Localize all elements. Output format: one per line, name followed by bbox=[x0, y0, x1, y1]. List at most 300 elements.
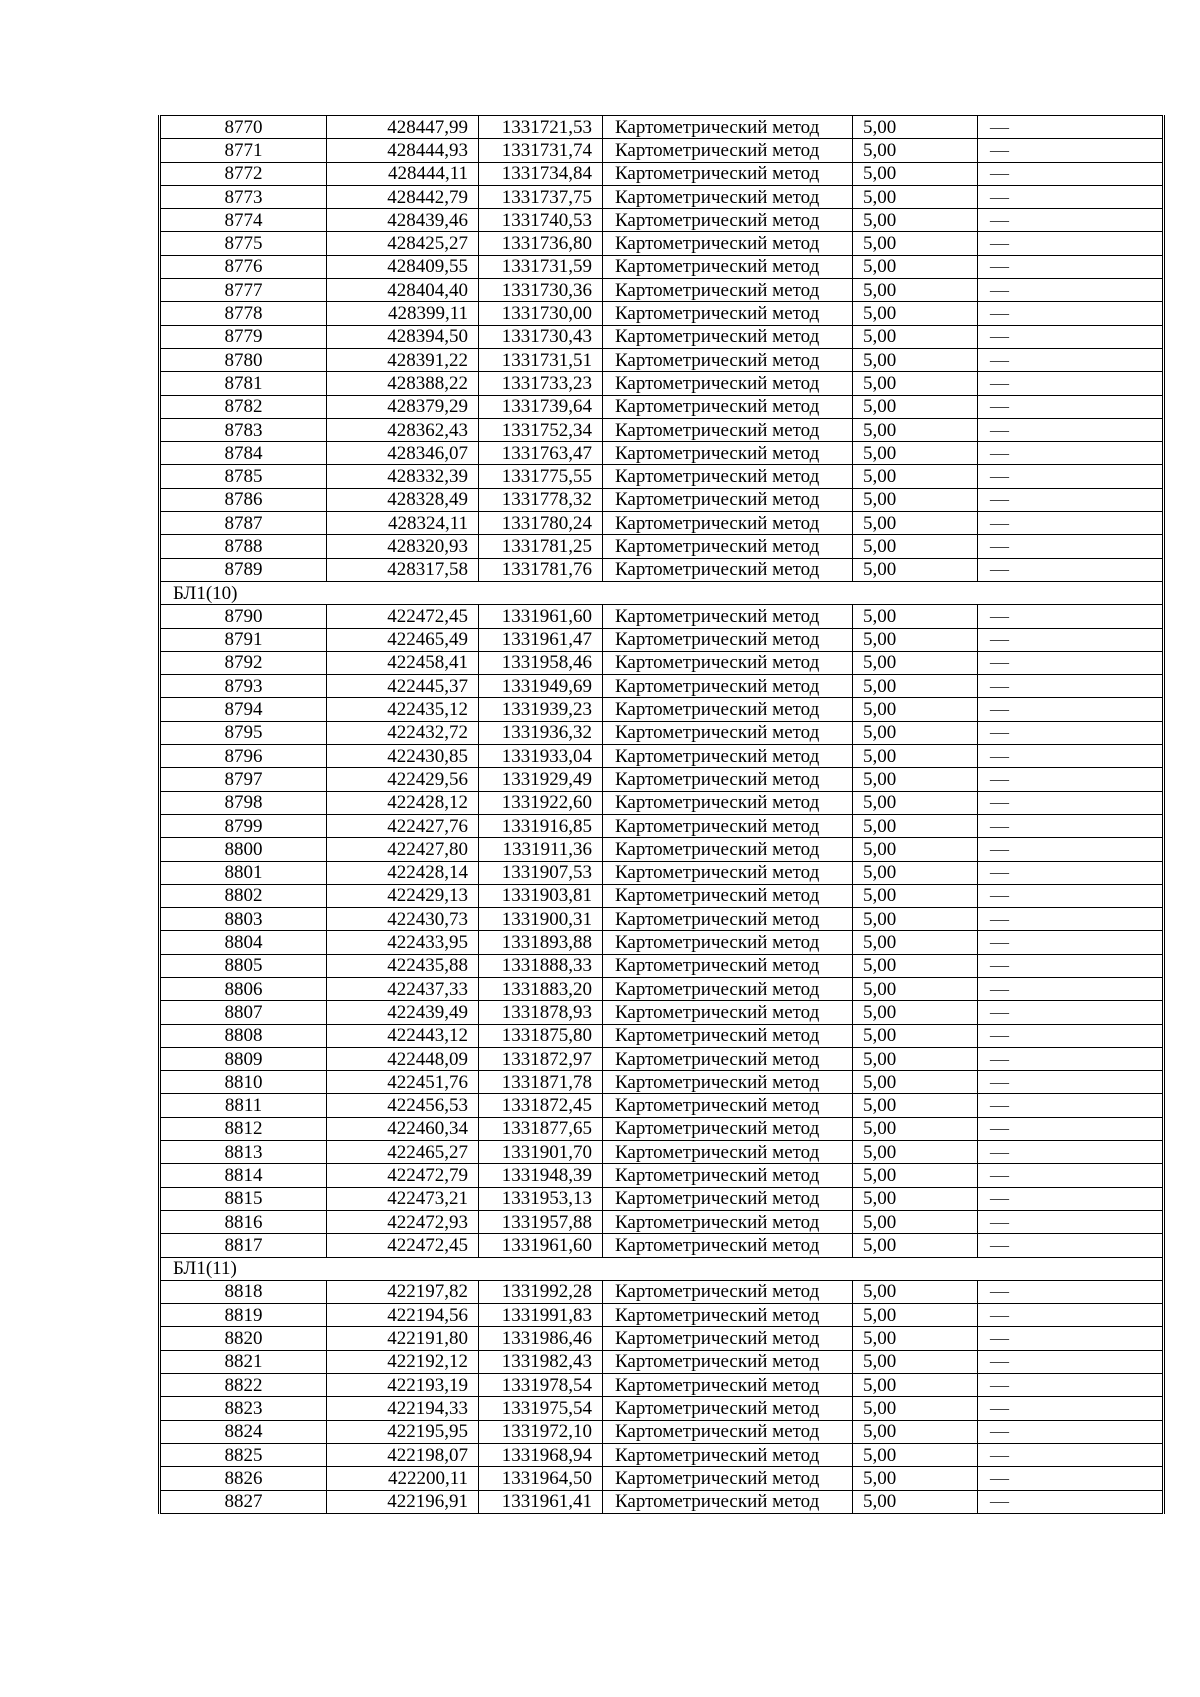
method-cell: Картометрический метод bbox=[603, 908, 853, 931]
point-number-cell: 8807 bbox=[160, 1001, 327, 1024]
accuracy-cell: 5,00 bbox=[853, 255, 978, 278]
point-number-cell: 8789 bbox=[160, 558, 327, 581]
y-coordinate-cell: 1331780,24 bbox=[479, 512, 603, 535]
x-coordinate-cell: 422430,73 bbox=[327, 908, 479, 931]
note-cell: — bbox=[978, 977, 1164, 1000]
accuracy-cell: 5,00 bbox=[853, 558, 978, 581]
method-cell: Картометрический метод bbox=[603, 1280, 853, 1303]
table-row bbox=[160, 465, 1164, 488]
y-coordinate-cell: 1331982,43 bbox=[479, 1350, 603, 1373]
note-cell: — bbox=[978, 651, 1164, 674]
method-cell: Картометрический метод bbox=[603, 1234, 853, 1257]
note-cell: — bbox=[978, 1094, 1164, 1117]
y-coordinate-cell: 1331922,60 bbox=[479, 791, 603, 814]
method-cell: Картометрический метод bbox=[603, 1001, 853, 1024]
x-coordinate-cell: 428388,22 bbox=[327, 372, 479, 395]
note-cell: — bbox=[978, 442, 1164, 465]
y-coordinate-cell: 1331778,32 bbox=[479, 488, 603, 511]
point-number-cell: 8821 bbox=[160, 1350, 327, 1373]
table-row bbox=[160, 1071, 1164, 1094]
method-cell: Картометрический метод bbox=[603, 325, 853, 348]
x-coordinate-cell: 428439,46 bbox=[327, 209, 479, 232]
accuracy-cell: 5,00 bbox=[853, 1350, 978, 1373]
note-cell: — bbox=[978, 139, 1164, 162]
y-coordinate-cell: 1331948,39 bbox=[479, 1164, 603, 1187]
point-number-cell: 8798 bbox=[160, 791, 327, 814]
y-coordinate-cell: 1331900,31 bbox=[479, 908, 603, 931]
x-coordinate-cell: 428332,39 bbox=[327, 465, 479, 488]
point-number-cell: 8784 bbox=[160, 442, 327, 465]
method-cell: Картометрический метод bbox=[603, 1374, 853, 1397]
y-coordinate-cell: 1331929,49 bbox=[479, 768, 603, 791]
method-cell: Картометрический метод bbox=[603, 139, 853, 162]
accuracy-cell: 5,00 bbox=[853, 279, 978, 302]
note-cell: — bbox=[978, 535, 1164, 558]
note-cell: — bbox=[978, 116, 1164, 139]
accuracy-cell: 5,00 bbox=[853, 768, 978, 791]
accuracy-cell: 5,00 bbox=[853, 861, 978, 884]
table-row bbox=[160, 908, 1164, 931]
note-cell: — bbox=[978, 395, 1164, 418]
table-row bbox=[160, 512, 1164, 535]
accuracy-cell: 5,00 bbox=[853, 1443, 978, 1466]
accuracy-cell: 5,00 bbox=[853, 512, 978, 535]
table-row bbox=[160, 1117, 1164, 1140]
note-cell: — bbox=[978, 255, 1164, 278]
point-number-cell: 8822 bbox=[160, 1374, 327, 1397]
accuracy-cell: 5,00 bbox=[853, 651, 978, 674]
accuracy-cell: 5,00 bbox=[853, 1374, 978, 1397]
x-coordinate-cell: 422437,33 bbox=[327, 977, 479, 1000]
point-number-cell: 8823 bbox=[160, 1397, 327, 1420]
x-coordinate-cell: 422472,93 bbox=[327, 1210, 479, 1233]
y-coordinate-cell: 1331878,93 bbox=[479, 1001, 603, 1024]
y-coordinate-cell: 1331781,25 bbox=[479, 535, 603, 558]
table-row bbox=[160, 884, 1164, 907]
method-cell: Картометрический метод bbox=[603, 698, 853, 721]
method-cell: Картометрический метод bbox=[603, 185, 853, 208]
y-coordinate-cell: 1331911,36 bbox=[479, 838, 603, 861]
method-cell: Картометрический метод bbox=[603, 372, 853, 395]
table-row bbox=[160, 1327, 1164, 1350]
point-number-cell: 8788 bbox=[160, 535, 327, 558]
method-cell: Картометрический метод bbox=[603, 651, 853, 674]
table-row bbox=[160, 605, 1164, 628]
table-row bbox=[160, 418, 1164, 441]
y-coordinate-cell: 1331978,54 bbox=[479, 1374, 603, 1397]
y-coordinate-cell: 1331721,53 bbox=[479, 116, 603, 139]
x-coordinate-cell: 422465,49 bbox=[327, 628, 479, 651]
y-coordinate-cell: 1331953,13 bbox=[479, 1187, 603, 1210]
x-coordinate-cell: 422194,33 bbox=[327, 1397, 479, 1420]
point-number-cell: 8786 bbox=[160, 488, 327, 511]
method-cell: Картометрический метод bbox=[603, 465, 853, 488]
method-cell: Картометрический метод bbox=[603, 954, 853, 977]
y-coordinate-cell: 1331964,50 bbox=[479, 1467, 603, 1490]
y-coordinate-cell: 1331781,76 bbox=[479, 558, 603, 581]
table-row bbox=[160, 558, 1164, 581]
x-coordinate-cell: 428409,55 bbox=[327, 255, 479, 278]
point-number-cell: 8771 bbox=[160, 139, 327, 162]
point-number-cell: 8791 bbox=[160, 628, 327, 651]
table-row bbox=[160, 698, 1164, 721]
table-row bbox=[160, 1234, 1164, 1257]
table-row bbox=[160, 1164, 1164, 1187]
accuracy-cell: 5,00 bbox=[853, 395, 978, 418]
x-coordinate-cell: 422192,12 bbox=[327, 1350, 479, 1373]
method-cell: Картометрический метод bbox=[603, 162, 853, 185]
point-number-cell: 8778 bbox=[160, 302, 327, 325]
method-cell: Картометрический метод bbox=[603, 745, 853, 768]
note-cell: — bbox=[978, 1164, 1164, 1187]
table-row bbox=[160, 279, 1164, 302]
x-coordinate-cell: 422191,80 bbox=[327, 1327, 479, 1350]
method-cell: Картометрический метод bbox=[603, 884, 853, 907]
y-coordinate-cell: 1331893,88 bbox=[479, 931, 603, 954]
table-row bbox=[160, 721, 1164, 744]
point-number-cell: 8819 bbox=[160, 1304, 327, 1327]
accuracy-cell: 5,00 bbox=[853, 931, 978, 954]
table-row bbox=[160, 116, 1164, 139]
note-cell: — bbox=[978, 372, 1164, 395]
table-row bbox=[160, 1141, 1164, 1164]
x-coordinate-cell: 428442,79 bbox=[327, 185, 479, 208]
x-coordinate-cell: 422456,53 bbox=[327, 1094, 479, 1117]
point-number-cell: 8796 bbox=[160, 745, 327, 768]
method-cell: Картометрический метод bbox=[603, 791, 853, 814]
point-number-cell: 8818 bbox=[160, 1280, 327, 1303]
point-number-cell: 8780 bbox=[160, 348, 327, 371]
x-coordinate-cell: 428444,93 bbox=[327, 139, 479, 162]
y-coordinate-cell: 1331730,36 bbox=[479, 279, 603, 302]
point-number-cell: 8817 bbox=[160, 1234, 327, 1257]
y-coordinate-cell: 1331775,55 bbox=[479, 465, 603, 488]
x-coordinate-cell: 422433,95 bbox=[327, 931, 479, 954]
note-cell: — bbox=[978, 558, 1164, 581]
accuracy-cell: 5,00 bbox=[853, 116, 978, 139]
method-cell: Картометрический метод bbox=[603, 1141, 853, 1164]
y-coordinate-cell: 1331933,04 bbox=[479, 745, 603, 768]
table-row bbox=[160, 977, 1164, 1000]
table-row bbox=[160, 1374, 1164, 1397]
method-cell: Картометрический метод bbox=[603, 1350, 853, 1373]
note-cell: — bbox=[978, 488, 1164, 511]
note-cell: — bbox=[978, 1397, 1164, 1420]
y-coordinate-cell: 1331883,20 bbox=[479, 977, 603, 1000]
y-coordinate-cell: 1331737,75 bbox=[479, 185, 603, 208]
x-coordinate-cell: 422432,72 bbox=[327, 721, 479, 744]
note-cell: — bbox=[978, 209, 1164, 232]
note-cell: — bbox=[978, 675, 1164, 698]
method-cell: Картометрический метод bbox=[603, 814, 853, 837]
accuracy-cell: 5,00 bbox=[853, 1210, 978, 1233]
accuracy-cell: 5,00 bbox=[853, 605, 978, 628]
table-row bbox=[160, 791, 1164, 814]
table-row bbox=[160, 232, 1164, 255]
accuracy-cell: 5,00 bbox=[853, 209, 978, 232]
accuracy-cell: 5,00 bbox=[853, 1117, 978, 1140]
method-cell: Картометрический метод bbox=[603, 1420, 853, 1443]
accuracy-cell: 5,00 bbox=[853, 1094, 978, 1117]
accuracy-cell: 5,00 bbox=[853, 1187, 978, 1210]
accuracy-cell: 5,00 bbox=[853, 232, 978, 255]
x-coordinate-cell: 422428,12 bbox=[327, 791, 479, 814]
x-coordinate-cell: 422195,95 bbox=[327, 1420, 479, 1443]
table-row bbox=[160, 1443, 1164, 1466]
table-row bbox=[160, 745, 1164, 768]
y-coordinate-cell: 1331916,85 bbox=[479, 814, 603, 837]
note-cell: — bbox=[978, 721, 1164, 744]
method-cell: Картометрический метод bbox=[603, 255, 853, 278]
note-cell: — bbox=[978, 162, 1164, 185]
method-cell: Картометрический метод bbox=[603, 1164, 853, 1187]
x-coordinate-cell: 422430,85 bbox=[327, 745, 479, 768]
method-cell: Картометрический метод bbox=[603, 605, 853, 628]
y-coordinate-cell: 1331949,69 bbox=[479, 675, 603, 698]
y-coordinate-cell: 1331975,54 bbox=[479, 1397, 603, 1420]
point-number-cell: 8772 bbox=[160, 162, 327, 185]
x-coordinate-cell: 422427,76 bbox=[327, 814, 479, 837]
x-coordinate-cell: 428317,58 bbox=[327, 558, 479, 581]
x-coordinate-cell: 428425,27 bbox=[327, 232, 479, 255]
table-row bbox=[160, 675, 1164, 698]
point-number-cell: 8820 bbox=[160, 1327, 327, 1350]
x-coordinate-cell: 422435,88 bbox=[327, 954, 479, 977]
note-cell: — bbox=[978, 698, 1164, 721]
x-coordinate-cell: 428404,40 bbox=[327, 279, 479, 302]
accuracy-cell: 5,00 bbox=[853, 1327, 978, 1350]
point-number-cell: 8810 bbox=[160, 1071, 327, 1094]
table-row bbox=[160, 348, 1164, 371]
accuracy-cell: 5,00 bbox=[853, 1047, 978, 1070]
x-coordinate-cell: 428399,11 bbox=[327, 302, 479, 325]
table-row bbox=[160, 814, 1164, 837]
table-row bbox=[160, 838, 1164, 861]
x-coordinate-cell: 428447,99 bbox=[327, 116, 479, 139]
note-cell: — bbox=[978, 1001, 1164, 1024]
method-cell: Картометрический метод bbox=[603, 1490, 853, 1513]
table-row bbox=[160, 1467, 1164, 1490]
note-cell: — bbox=[978, 1443, 1164, 1466]
method-cell: Картометрический метод bbox=[603, 558, 853, 581]
y-coordinate-cell: 1331733,23 bbox=[479, 372, 603, 395]
accuracy-cell: 5,00 bbox=[853, 465, 978, 488]
point-number-cell: 8799 bbox=[160, 814, 327, 837]
accuracy-cell: 5,00 bbox=[853, 348, 978, 371]
method-cell: Картометрический метод bbox=[603, 977, 853, 1000]
note-cell: — bbox=[978, 861, 1164, 884]
accuracy-cell: 5,00 bbox=[853, 908, 978, 931]
accuracy-cell: 5,00 bbox=[853, 1490, 978, 1513]
note-cell: — bbox=[978, 1467, 1164, 1490]
table-row bbox=[160, 954, 1164, 977]
method-cell: Картометрический метод bbox=[603, 628, 853, 651]
accuracy-cell: 5,00 bbox=[853, 325, 978, 348]
accuracy-cell: 5,00 bbox=[853, 1071, 978, 1094]
note-cell: — bbox=[978, 1117, 1164, 1140]
point-number-cell: 8790 bbox=[160, 605, 327, 628]
note-cell: — bbox=[978, 1420, 1164, 1443]
x-coordinate-cell: 422435,12 bbox=[327, 698, 479, 721]
note-cell: — bbox=[978, 745, 1164, 768]
point-number-cell: 8782 bbox=[160, 395, 327, 418]
group-header-row bbox=[160, 1257, 1164, 1280]
note-cell: — bbox=[978, 768, 1164, 791]
note-cell: — bbox=[978, 814, 1164, 837]
accuracy-cell: 5,00 bbox=[853, 162, 978, 185]
method-cell: Картометрический метод bbox=[603, 209, 853, 232]
note-cell: — bbox=[978, 1187, 1164, 1210]
y-coordinate-cell: 1331871,78 bbox=[479, 1071, 603, 1094]
point-number-cell: 8825 bbox=[160, 1443, 327, 1466]
table-row bbox=[160, 1397, 1164, 1420]
y-coordinate-cell: 1331958,46 bbox=[479, 651, 603, 674]
table-row bbox=[160, 535, 1164, 558]
method-cell: Картометрический метод bbox=[603, 721, 853, 744]
table-row bbox=[160, 1187, 1164, 1210]
table-row bbox=[160, 372, 1164, 395]
x-coordinate-cell: 428362,43 bbox=[327, 418, 479, 441]
note-cell: — bbox=[978, 791, 1164, 814]
y-coordinate-cell: 1331875,80 bbox=[479, 1024, 603, 1047]
table-row bbox=[160, 1420, 1164, 1443]
x-coordinate-cell: 422439,49 bbox=[327, 1001, 479, 1024]
y-coordinate-cell: 1331961,41 bbox=[479, 1490, 603, 1513]
point-number-cell: 8795 bbox=[160, 721, 327, 744]
table-row bbox=[160, 1024, 1164, 1047]
point-number-cell: 8785 bbox=[160, 465, 327, 488]
note-cell: — bbox=[978, 1071, 1164, 1094]
accuracy-cell: 5,00 bbox=[853, 442, 978, 465]
accuracy-cell: 5,00 bbox=[853, 1397, 978, 1420]
table-row bbox=[160, 488, 1164, 511]
note-cell: — bbox=[978, 279, 1164, 302]
accuracy-cell: 5,00 bbox=[853, 628, 978, 651]
y-coordinate-cell: 1331903,81 bbox=[479, 884, 603, 907]
y-coordinate-cell: 1331763,47 bbox=[479, 442, 603, 465]
note-cell: — bbox=[978, 1047, 1164, 1070]
accuracy-cell: 5,00 bbox=[853, 139, 978, 162]
method-cell: Картометрический метод bbox=[603, 1397, 853, 1420]
accuracy-cell: 5,00 bbox=[853, 418, 978, 441]
y-coordinate-cell: 1331730,00 bbox=[479, 302, 603, 325]
y-coordinate-cell: 1331961,47 bbox=[479, 628, 603, 651]
method-cell: Картометрический метод bbox=[603, 395, 853, 418]
table-row bbox=[160, 139, 1164, 162]
table-row bbox=[160, 1490, 1164, 1513]
method-cell: Картометрический метод bbox=[603, 1304, 853, 1327]
method-cell: Картометрический метод bbox=[603, 1047, 853, 1070]
x-coordinate-cell: 422451,76 bbox=[327, 1071, 479, 1094]
y-coordinate-cell: 1331986,46 bbox=[479, 1327, 603, 1350]
coordinates-table-body bbox=[160, 116, 1164, 1514]
accuracy-cell: 5,00 bbox=[853, 977, 978, 1000]
x-coordinate-cell: 428394,50 bbox=[327, 325, 479, 348]
accuracy-cell: 5,00 bbox=[853, 1420, 978, 1443]
point-number-cell: 8792 bbox=[160, 651, 327, 674]
method-cell: Картометрический метод bbox=[603, 348, 853, 371]
table-row bbox=[160, 1304, 1164, 1327]
point-number-cell: 8774 bbox=[160, 209, 327, 232]
table-row bbox=[160, 162, 1164, 185]
y-coordinate-cell: 1331740,53 bbox=[479, 209, 603, 232]
method-cell: Картометрический метод bbox=[603, 1024, 853, 1047]
point-number-cell: 8809 bbox=[160, 1047, 327, 1070]
x-coordinate-cell: 428320,93 bbox=[327, 535, 479, 558]
x-coordinate-cell: 422193,19 bbox=[327, 1374, 479, 1397]
y-coordinate-cell: 1331939,23 bbox=[479, 698, 603, 721]
table-row bbox=[160, 209, 1164, 232]
y-coordinate-cell: 1331901,70 bbox=[479, 1141, 603, 1164]
note-cell: — bbox=[978, 908, 1164, 931]
method-cell: Картометрический метод bbox=[603, 1467, 853, 1490]
method-cell: Картометрический метод bbox=[603, 1327, 853, 1350]
note-cell: — bbox=[978, 418, 1164, 441]
note-cell: — bbox=[978, 512, 1164, 535]
accuracy-cell: 5,00 bbox=[853, 372, 978, 395]
point-number-cell: 8802 bbox=[160, 884, 327, 907]
point-number-cell: 8816 bbox=[160, 1210, 327, 1233]
y-coordinate-cell: 1331957,88 bbox=[479, 1210, 603, 1233]
method-cell: Картометрический метод bbox=[603, 116, 853, 139]
point-number-cell: 8775 bbox=[160, 232, 327, 255]
group-label: БЛ1(10) bbox=[160, 581, 1164, 604]
y-coordinate-cell: 1331731,74 bbox=[479, 139, 603, 162]
note-cell: — bbox=[978, 325, 1164, 348]
x-coordinate-cell: 428324,11 bbox=[327, 512, 479, 535]
accuracy-cell: 5,00 bbox=[853, 884, 978, 907]
note-cell: — bbox=[978, 1024, 1164, 1047]
note-cell: — bbox=[978, 1327, 1164, 1350]
method-cell: Картометрический метод bbox=[603, 675, 853, 698]
y-coordinate-cell: 1331968,94 bbox=[479, 1443, 603, 1466]
method-cell: Картометрический метод bbox=[603, 442, 853, 465]
note-cell: — bbox=[978, 185, 1164, 208]
x-coordinate-cell: 428391,22 bbox=[327, 348, 479, 371]
method-cell: Картометрический метод bbox=[603, 1187, 853, 1210]
accuracy-cell: 5,00 bbox=[853, 675, 978, 698]
table-row bbox=[160, 442, 1164, 465]
method-cell: Картометрический метод bbox=[603, 512, 853, 535]
point-number-cell: 8814 bbox=[160, 1164, 327, 1187]
point-number-cell: 8827 bbox=[160, 1490, 327, 1513]
accuracy-cell: 5,00 bbox=[853, 1304, 978, 1327]
point-number-cell: 8779 bbox=[160, 325, 327, 348]
table-row bbox=[160, 768, 1164, 791]
table-row bbox=[160, 1094, 1164, 1117]
method-cell: Картометрический метод bbox=[603, 1210, 853, 1233]
x-coordinate-cell: 422460,34 bbox=[327, 1117, 479, 1140]
x-coordinate-cell: 422427,80 bbox=[327, 838, 479, 861]
table-row bbox=[160, 1047, 1164, 1070]
note-cell: — bbox=[978, 1141, 1164, 1164]
accuracy-cell: 5,00 bbox=[853, 488, 978, 511]
y-coordinate-cell: 1331752,34 bbox=[479, 418, 603, 441]
method-cell: Картометрический метод bbox=[603, 931, 853, 954]
method-cell: Картометрический метод bbox=[603, 418, 853, 441]
point-number-cell: 8811 bbox=[160, 1094, 327, 1117]
y-coordinate-cell: 1331936,32 bbox=[479, 721, 603, 744]
note-cell: — bbox=[978, 1280, 1164, 1303]
x-coordinate-cell: 428346,07 bbox=[327, 442, 479, 465]
accuracy-cell: 5,00 bbox=[853, 1280, 978, 1303]
x-coordinate-cell: 428379,29 bbox=[327, 395, 479, 418]
group-header-row bbox=[160, 581, 1164, 604]
point-number-cell: 8787 bbox=[160, 512, 327, 535]
x-coordinate-cell: 422458,41 bbox=[327, 651, 479, 674]
y-coordinate-cell: 1331961,60 bbox=[479, 1234, 603, 1257]
point-number-cell: 8777 bbox=[160, 279, 327, 302]
